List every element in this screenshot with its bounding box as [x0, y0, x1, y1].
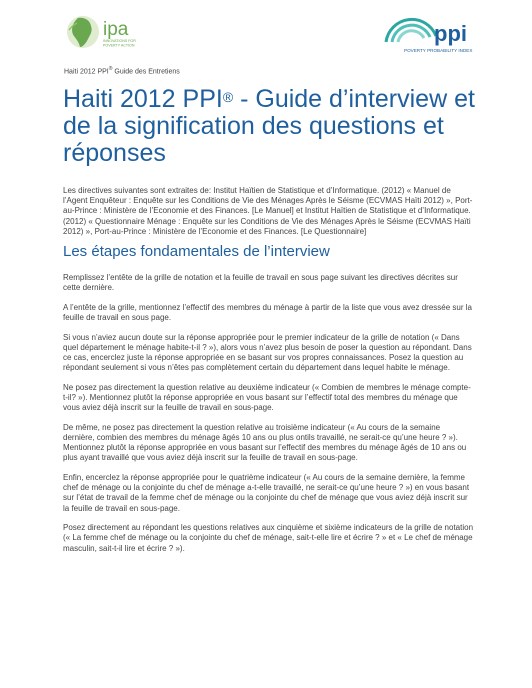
ipa-tagline-2: POVERTY ACTION [103, 43, 135, 48]
intro-paragraph: Les directives suivantes sont extraites de: Institut Haïtien de Statistique et d’Informatique. (2012) « Manuel de l’Agent Enquêteur : Enquête sur les Conditions de Vie des Ménages Après le Séisme (ECVMAS Haïti 2012) », Port-au-Prince : Ministère de l’Economie et des Finances. [Le Manuel] et Institut Haïtien de Statistique et d’Informatique. (2012) « Questionnaire Ménage : Enquête sur les Conditions de Vie des Ménages Après le Séisme (ECVMAS Haïti 2012) », Port-au-Prince : Ministère de l’Economie et des Finances. [Le Questionnaire] [63, 186, 473, 236]
title-registered-mark: ® [222, 89, 234, 105]
title-part-1: Haiti 2012 PPI [63, 85, 223, 113]
paragraph: A l’entête de la grille, mentionnez l’effectif des membres du ménage à partir de la liste que vous avez dressée sur la feuille de travail en sous page. [63, 302, 472, 323]
paragraph: De même, ne posez pas directement la question relative au troisième indicateur (« Au cours de la semaine dernière, combien des membres du ménage âgés 10 ans ou plus ontils travaillé, ne serait-ce qu’une heure ? »). Mentionnez plutôt la réponse appropriée en vous basant sur l’effectif des membres du ménage âgés de 10 ans ou plus ayant travaillé que vous aviez déjà inscrit sur la feuille de travail en sous-page. [63, 422, 467, 463]
ipa-logo-text: ipa [103, 19, 129, 40]
running-header [64, 66, 180, 75]
ppi-tagline: POVERTY PROBABILITY INDEX [404, 48, 473, 53]
ipa-logo [66, 12, 166, 52]
paragraph: Ne posez pas directement la question relative au deuxième indicateur (« Combien de membres le ménage compte-t-il? »). Mentionnez plutôt la réponse appropriée en vous basant sur l’effectif total des membres du ménage que vous aviez déjà inscrit sur la feuille de travail en sous-page. [63, 382, 471, 413]
ppi-logo [378, 12, 488, 57]
paragraph: Posez directement au répondant les questions relatives aux cinquième et sixième indicateurs de la grille de notation (« La femme chef de ménage ou la conjointe du chef de ménage, sait-t-elle lire et écrire ? » et « Le chef de ménage masculin, sait-t-il lire et écrire ? »). [63, 523, 474, 553]
running-header-subtitle: Guide des Entretiens [112, 68, 180, 76]
ipa-tagline-1: INNOVATIONS FOR [103, 39, 136, 43]
title-part-2: - Guide d’interview et de la signification des questions et réponses [63, 85, 475, 167]
paragraph: Remplissez l’entête de la grille de notation et la feuille de travail en sous page suivant les directives décrites sur cette dernière. [63, 273, 458, 293]
paragraph: Enfin, encerclez la réponse appropriée pour le quatrième indicateur (« Au cours de la semaine dernière, la femme chef de ménage ou la conjointe du chef de ménage a-t-elle travaillé, ne serait-ce qu’une heure ? ») en vous basant sur l’état de travail de la femme chef de ménage ou la conjointe du chef de ménage que vous aviez déjà inscrit sur la feuille de travail en sous-page. [63, 473, 470, 513]
document-body [63, 186, 473, 563]
section-heading: Les étapes fondamentales de l’interview [63, 243, 330, 261]
running-header-title: Haiti 2012 PPI [64, 68, 109, 76]
document-title [63, 86, 483, 167]
running-header-registered-mark: ® [108, 66, 113, 72]
ppi-logo-text: ppi [434, 21, 467, 46]
paragraph: Si vous n’aviez aucun doute sur la réponse appropriée pour le premier indicateur de la grille de notation (« Dans quel département le ménage habite-t-il ? »), alors vous n’avez plus besoin de poser la question au répondant. Dans ce cas, encerclez juste la réponse appropriée en se basant sur vos propres connaissances. Posez la question au répondant seulement si vous n’êtes pas complètement certain du département dans lequel habite le ménage. [63, 332, 472, 373]
